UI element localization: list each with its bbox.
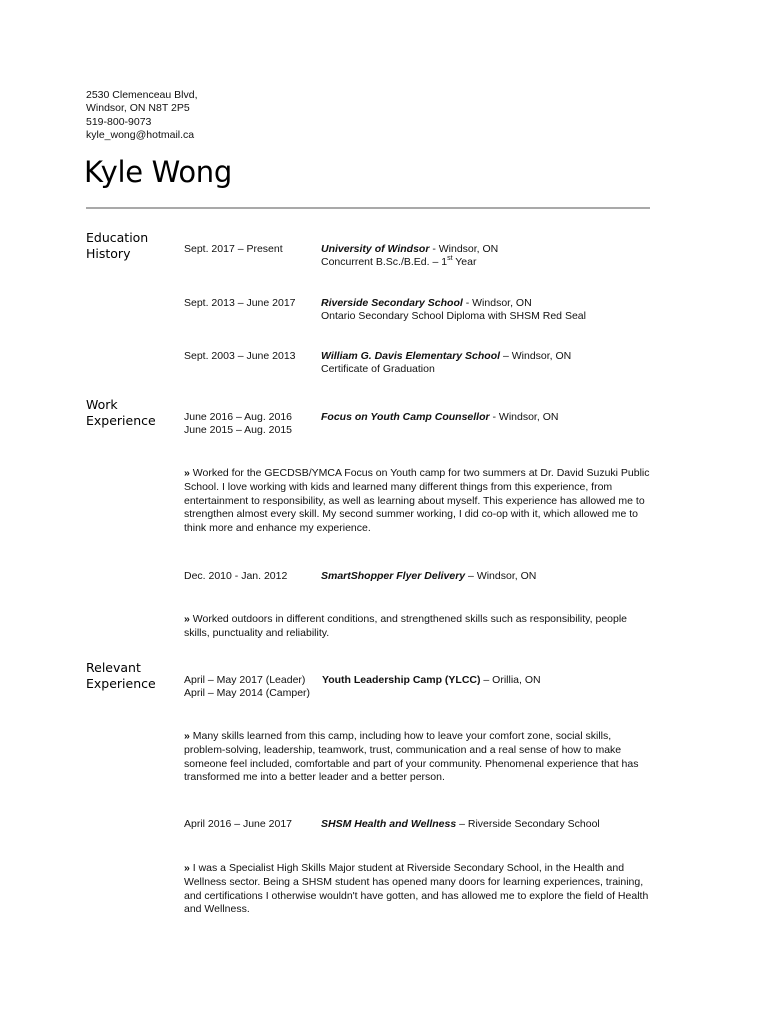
section-title-line: Experience (86, 676, 156, 691)
entry-detail-suffix: Year (452, 256, 477, 269)
bullet-marker: » (184, 467, 190, 479)
entry-description-text: Many skills learned from this camp, including how to leave your comfort zone, social skills, problem-solving, leadership, teamwork, trust, communication and a real sense of how to make someone feel included, comfortable and part of your community. Phenomenal experience that has transformed me into a better leader and a better person. (184, 730, 639, 784)
entry-date: April 2016 – June 2017 (184, 818, 292, 830)
entry-date: Sept. 2013 – June 2017 (184, 297, 296, 309)
section-title-line: History (86, 246, 131, 261)
bullet-marker: » (184, 613, 190, 625)
address-line-1: 2530 Clemenceau Blvd, (86, 89, 198, 101)
education-entry (321, 243, 498, 270)
entry-location: - Windsor, ON (462, 297, 532, 309)
entry-location: – Riverside Secondary School (456, 818, 600, 830)
entry-detail: Ontario Secondary School Diploma with SHSM Red Seal (321, 310, 586, 323)
entry-detail (321, 256, 498, 269)
entry-detail: Certificate of Graduation (321, 363, 435, 376)
entry-description-text: Worked for the GECDSB/YMCA Focus on Youth camp for two summers at Dr. David Suzuki Public School. I love working with kids and learned many different things from this experience, from entertainment to responsibility, as well as learning about myself. This experience has allowed me to strengthen almost every skill. My second summer working, I did co-op with it, which allowed me to think more and enhance my experience. (184, 467, 650, 535)
entry-heading (322, 674, 541, 687)
entry-organization: Youth Leadership Camp (YLCC) (322, 674, 481, 686)
entry-location: – Windsor, ON (465, 570, 537, 582)
entry-detail-superscript: st (447, 254, 453, 262)
entry-organization: William G. Davis Elementary School (321, 350, 501, 362)
education-entry (321, 350, 571, 377)
entry-date: April – May 2014 (Camper) (184, 687, 311, 700)
entry-heading (321, 818, 600, 831)
entry-date: Sept. 2017 – Present (184, 243, 283, 255)
entry-heading (321, 350, 571, 363)
entry-organization: University of Windsor (321, 243, 430, 255)
entry-description (184, 467, 654, 536)
work-entry (321, 570, 536, 583)
section-title-line: Work (86, 397, 118, 412)
entry-description (184, 862, 654, 917)
entry-date-range (184, 411, 292, 438)
entry-description-text: Worked outdoors in different conditions, and strengthened skills such as responsibility, people skills, punctuality and reliability. (184, 613, 628, 639)
entry-date: April – May 2017 (Leader) (184, 674, 306, 686)
work-entry (321, 411, 558, 424)
entry-organization: SmartShopper Flyer Delivery (321, 570, 466, 582)
entry-date: June 2015 – Aug. 2015 (184, 424, 293, 437)
entry-date: Dec. 2010 - Jan. 2012 (184, 570, 288, 582)
entry-location: - Windsor, ON (429, 243, 499, 255)
entry-description-text: I was a Specialist High Skills Major student at Riverside Secondary School, in the Health and Wellness sector. Being a SHSM student has opened many doors for learning experiences, training, and certifications I otherwise wouldn't have gotten, and has allowed me to explore the field of Health and Wellness. (184, 862, 649, 916)
entry-heading (321, 570, 536, 583)
entry-date: Sept. 2003 – June 2013 (184, 350, 296, 362)
phone-number: 519-800-9073 (86, 115, 152, 128)
entry-description (184, 613, 654, 641)
entry-heading (321, 243, 498, 256)
section-title-line: Experience (86, 413, 156, 428)
bullet-marker: » (184, 730, 190, 742)
contact-block (86, 89, 198, 143)
entry-heading (321, 411, 558, 424)
entry-organization: SHSM Health and Wellness (321, 818, 457, 830)
entry-organization: Riverside Secondary School (321, 297, 463, 309)
bullet-marker: » (184, 862, 190, 874)
entry-location: - Windsor, ON (489, 411, 559, 423)
entry-location: – Windsor, ON (500, 350, 572, 362)
section-title-education (86, 230, 148, 262)
candidate-name: Kyle Wong (84, 155, 232, 189)
entry-location: – Orillia, ON (480, 674, 541, 686)
section-title-line: Relevant (86, 660, 141, 675)
entry-detail-text: Concurrent B.Sc./B.Ed. – 1 (321, 256, 448, 269)
entry-date-range (184, 674, 310, 701)
section-title-line: Education (86, 230, 149, 245)
section-title-relevant (86, 660, 156, 692)
relevant-entry (321, 818, 600, 831)
entry-date: June 2016 – Aug. 2016 (184, 411, 293, 423)
entry-heading (321, 297, 586, 310)
relevant-entry (322, 674, 541, 687)
address-line-2: Windsor, ON N8T 2P5 (86, 102, 190, 115)
email-address: kyle_wong@hotmail.ca (86, 129, 195, 142)
section-title-work (86, 397, 156, 429)
entry-description (184, 730, 654, 785)
header-divider (86, 207, 650, 209)
education-entry (321, 297, 586, 324)
entry-organization: Focus on Youth Camp Counsellor (321, 411, 490, 423)
